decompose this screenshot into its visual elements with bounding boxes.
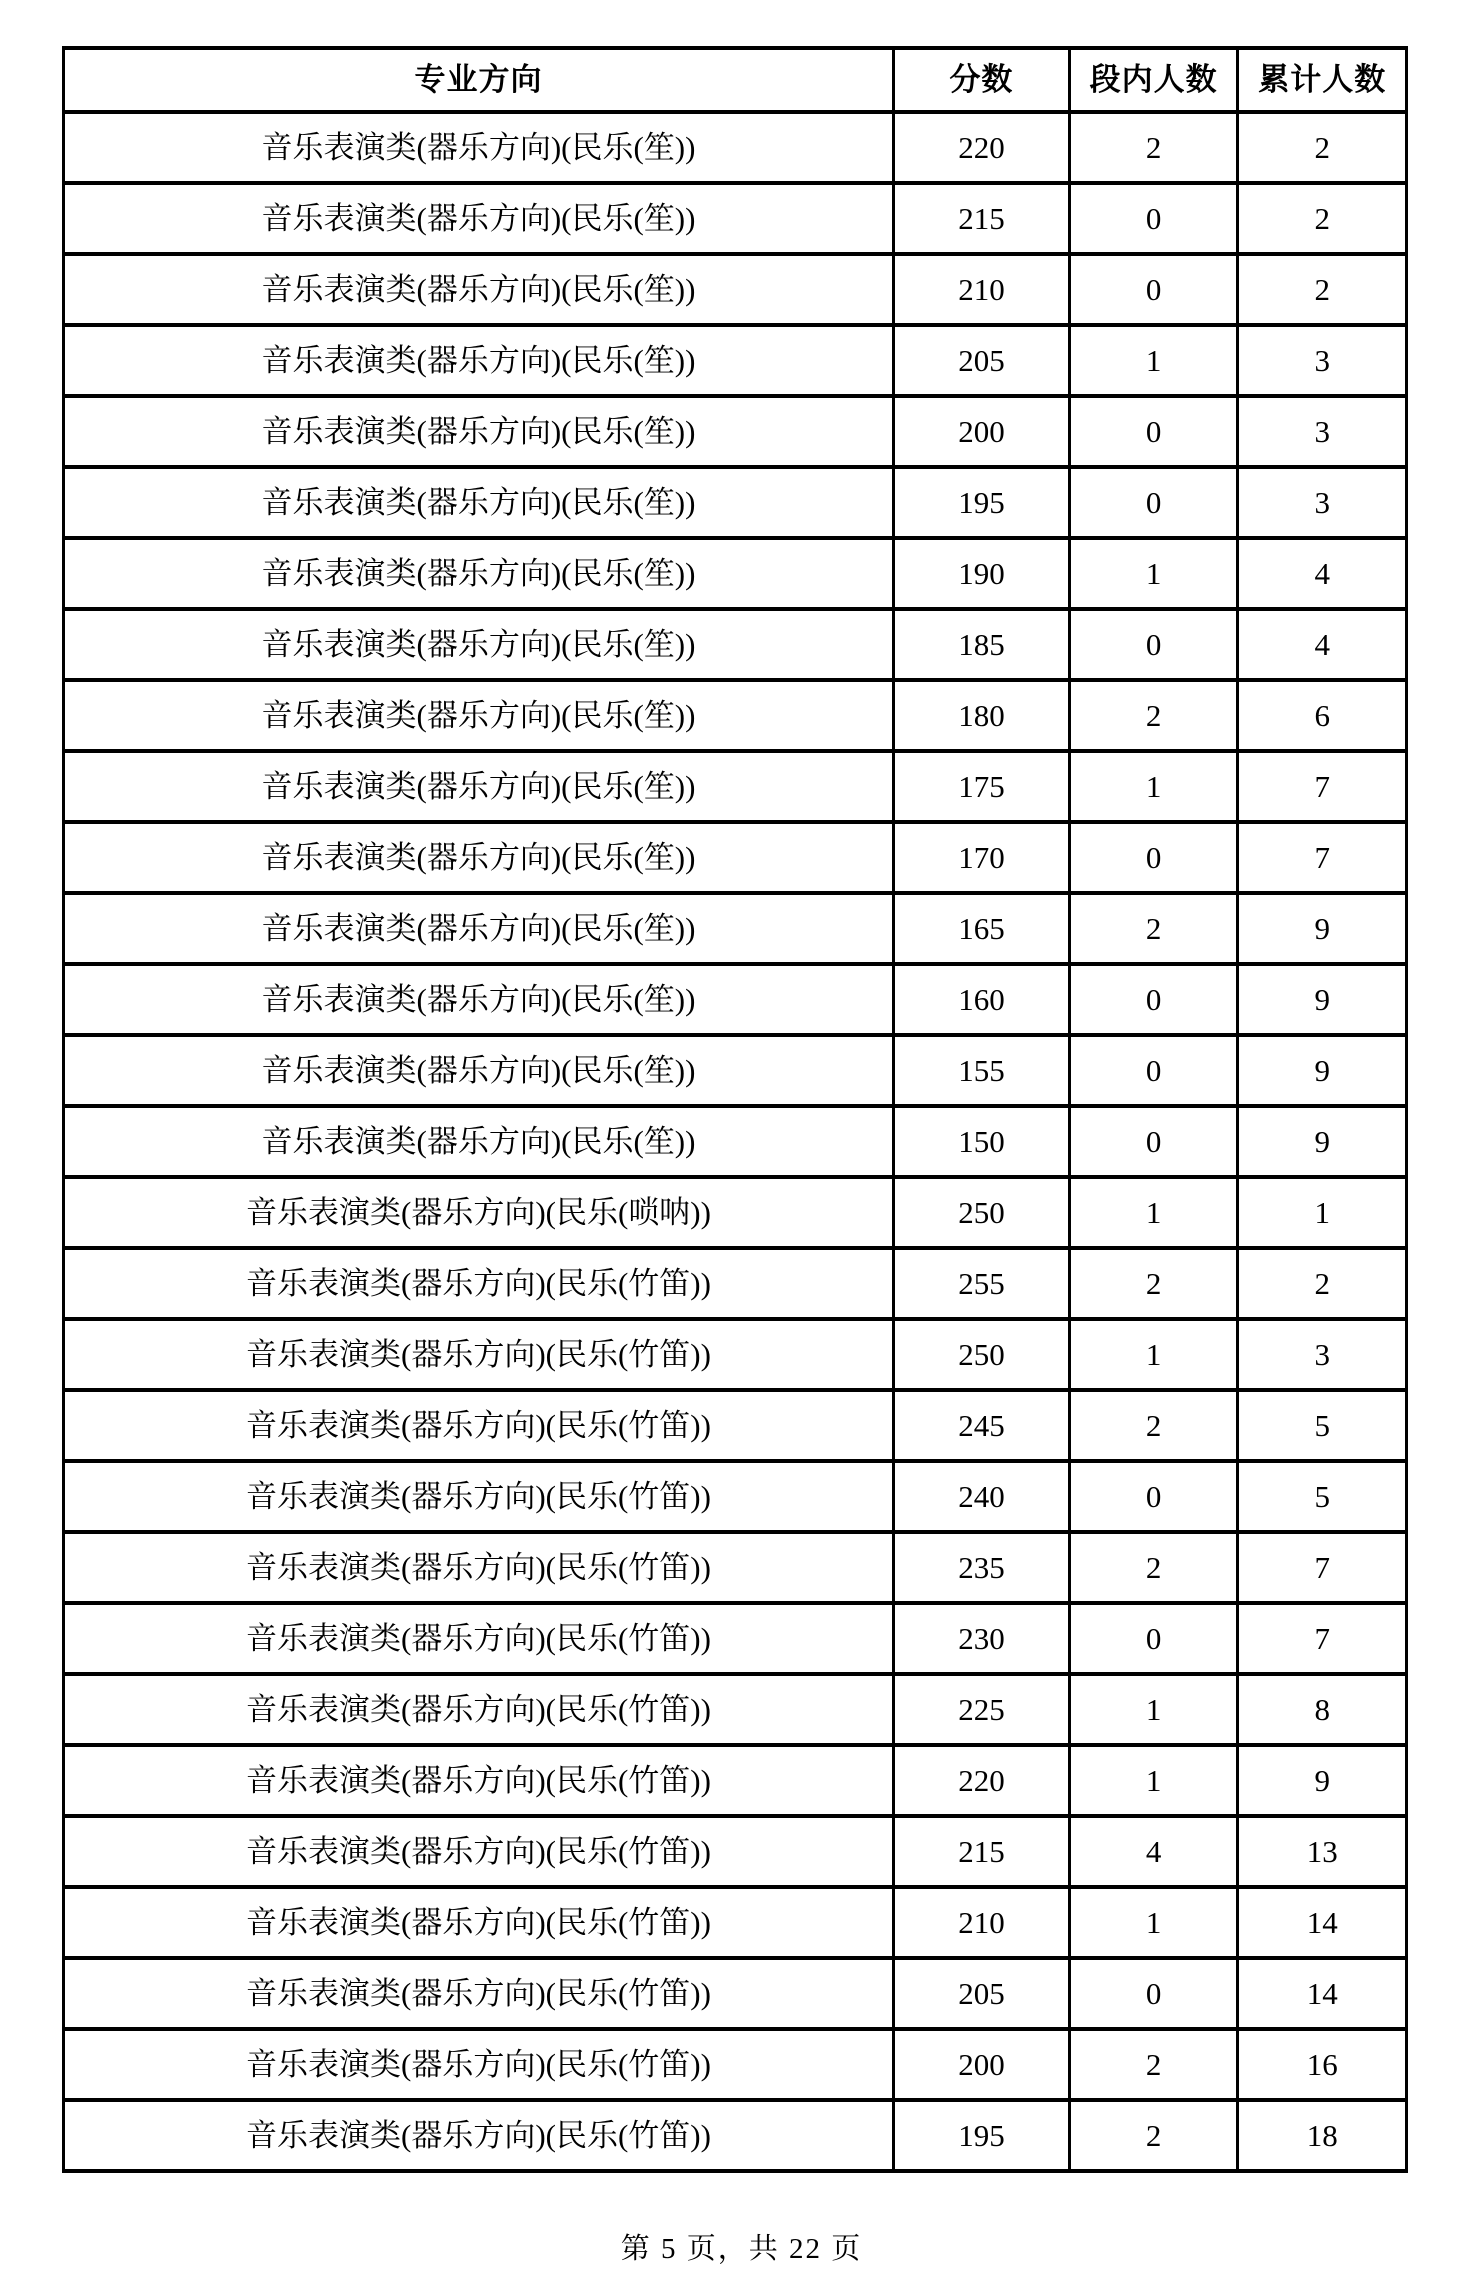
segment-count-cell: 0 (1069, 183, 1238, 254)
segment-count-cell: 0 (1069, 254, 1238, 325)
major-direction-cell: 音乐表演类(器乐方向)(民乐(笙)) (64, 609, 894, 680)
segment-count-cell: 4 (1069, 1816, 1238, 1887)
score-cell: 230 (893, 1603, 1069, 1674)
segment-count-cell: 0 (1069, 1461, 1238, 1532)
header-cumulative-count: 累计人数 (1238, 48, 1407, 112)
table-row (64, 964, 1407, 1035)
major-direction-cell: 音乐表演类(器乐方向)(民乐(笙)) (64, 396, 894, 467)
cumulative-count-cell: 2 (1238, 183, 1407, 254)
major-direction-cell: 音乐表演类(器乐方向)(民乐(笙)) (64, 112, 894, 183)
major-direction-cell: 音乐表演类(器乐方向)(民乐(笙)) (64, 964, 894, 1035)
cumulative-count-cell: 9 (1238, 893, 1407, 964)
segment-count-cell: 2 (1069, 1248, 1238, 1319)
major-direction-cell: 音乐表演类(器乐方向)(民乐(笙)) (64, 467, 894, 538)
cumulative-count-cell: 9 (1238, 1106, 1407, 1177)
cumulative-count-cell: 4 (1238, 609, 1407, 680)
cumulative-count-cell: 9 (1238, 1745, 1407, 1816)
header-segment-count: 段内人数 (1069, 48, 1238, 112)
score-cell: 250 (893, 1177, 1069, 1248)
major-direction-cell: 音乐表演类(器乐方向)(民乐(竹笛)) (64, 1958, 894, 2029)
score-cell: 215 (893, 183, 1069, 254)
major-direction-cell: 音乐表演类(器乐方向)(民乐(竹笛)) (64, 1319, 894, 1390)
score-cell: 220 (893, 1745, 1069, 1816)
table-row (64, 609, 1407, 680)
major-direction-cell: 音乐表演类(器乐方向)(民乐(竹笛)) (64, 1887, 894, 1958)
score-cell: 200 (893, 2029, 1069, 2100)
table-row (64, 1603, 1407, 1674)
segment-count-cell: 0 (1069, 609, 1238, 680)
score-cell: 170 (893, 822, 1069, 893)
segment-count-cell: 1 (1069, 325, 1238, 396)
segment-count-cell: 0 (1069, 467, 1238, 538)
score-cell: 225 (893, 1674, 1069, 1745)
cumulative-count-cell: 7 (1238, 1603, 1407, 1674)
cumulative-count-cell: 4 (1238, 538, 1407, 609)
table-row (64, 1461, 1407, 1532)
table-row (64, 1035, 1407, 1106)
table-row (64, 1319, 1407, 1390)
cumulative-count-cell: 8 (1238, 1674, 1407, 1745)
cumulative-count-cell: 7 (1238, 822, 1407, 893)
segment-count-cell: 2 (1069, 1390, 1238, 1461)
major-direction-cell: 音乐表演类(器乐方向)(民乐(竹笛)) (64, 2029, 894, 2100)
table-row (64, 893, 1407, 964)
cumulative-count-cell: 2 (1238, 254, 1407, 325)
table-row (64, 467, 1407, 538)
major-direction-cell: 音乐表演类(器乐方向)(民乐(笙)) (64, 254, 894, 325)
table-row (64, 1745, 1407, 1816)
page-indicator: 第 5 页，共 22 页 (620, 2233, 863, 2265)
cumulative-count-cell: 16 (1238, 2029, 1407, 2100)
table-row (64, 1177, 1407, 1248)
score-cell: 205 (893, 1958, 1069, 2029)
score-cell: 180 (893, 680, 1069, 751)
major-direction-cell: 音乐表演类(器乐方向)(民乐(笙)) (64, 325, 894, 396)
major-direction-cell: 音乐表演类(器乐方向)(民乐(笙)) (64, 680, 894, 751)
major-direction-cell: 音乐表演类(器乐方向)(民乐(笙)) (64, 822, 894, 893)
score-distribution-table (62, 46, 1408, 2173)
cumulative-count-cell: 3 (1238, 1319, 1407, 1390)
major-direction-cell: 音乐表演类(器乐方向)(民乐(笙)) (64, 751, 894, 822)
header-row (64, 48, 1407, 112)
cumulative-count-cell: 3 (1238, 396, 1407, 467)
cumulative-count-cell: 18 (1238, 2100, 1407, 2171)
score-cell: 195 (893, 2100, 1069, 2171)
segment-count-cell: 0 (1069, 1603, 1238, 1674)
score-cell: 165 (893, 893, 1069, 964)
major-direction-cell: 音乐表演类(器乐方向)(民乐(笙)) (64, 1035, 894, 1106)
cumulative-count-cell: 5 (1238, 1390, 1407, 1461)
table-row (64, 1674, 1407, 1745)
cumulative-count-cell: 14 (1238, 1958, 1407, 2029)
segment-count-cell: 1 (1069, 1319, 1238, 1390)
table-row (64, 183, 1407, 254)
score-cell: 255 (893, 1248, 1069, 1319)
cumulative-count-cell: 1 (1238, 1177, 1407, 1248)
table-row (64, 1390, 1407, 1461)
score-cell: 150 (893, 1106, 1069, 1177)
major-direction-cell: 音乐表演类(器乐方向)(民乐(竹笛)) (64, 1461, 894, 1532)
cumulative-count-cell: 9 (1238, 1035, 1407, 1106)
cumulative-count-cell: 6 (1238, 680, 1407, 751)
score-cell: 245 (893, 1390, 1069, 1461)
score-cell: 155 (893, 1035, 1069, 1106)
segment-count-cell: 0 (1069, 1035, 1238, 1106)
score-cell: 160 (893, 964, 1069, 1035)
segment-count-cell: 1 (1069, 1887, 1238, 1958)
major-direction-cell: 音乐表演类(器乐方向)(民乐(笙)) (64, 538, 894, 609)
cumulative-count-cell: 14 (1238, 1887, 1407, 1958)
major-direction-cell: 音乐表演类(器乐方向)(民乐(笙)) (64, 1106, 894, 1177)
cumulative-count-cell: 3 (1238, 467, 1407, 538)
segment-count-cell: 1 (1069, 1674, 1238, 1745)
table-row (64, 112, 1407, 183)
major-direction-cell: 音乐表演类(器乐方向)(民乐(竹笛)) (64, 1745, 894, 1816)
segment-count-cell: 0 (1069, 964, 1238, 1035)
major-direction-cell: 音乐表演类(器乐方向)(民乐(唢呐)) (64, 1177, 894, 1248)
cumulative-count-cell: 2 (1238, 112, 1407, 183)
table-row (64, 1248, 1407, 1319)
segment-count-cell: 1 (1069, 1177, 1238, 1248)
segment-count-cell: 2 (1069, 2029, 1238, 2100)
major-direction-cell: 音乐表演类(器乐方向)(民乐(笙)) (64, 893, 894, 964)
score-cell: 240 (893, 1461, 1069, 1532)
segment-count-cell: 2 (1069, 2100, 1238, 2171)
page-footer (0, 2226, 1483, 2267)
score-cell: 175 (893, 751, 1069, 822)
segment-count-cell: 2 (1069, 893, 1238, 964)
major-direction-cell: 音乐表演类(器乐方向)(民乐(竹笛)) (64, 1248, 894, 1319)
table-row (64, 538, 1407, 609)
score-cell: 195 (893, 467, 1069, 538)
score-cell: 185 (893, 609, 1069, 680)
cumulative-count-cell: 13 (1238, 1816, 1407, 1887)
segment-count-cell: 0 (1069, 822, 1238, 893)
table-row (64, 1887, 1407, 1958)
table-row (64, 325, 1407, 396)
table-row (64, 2029, 1407, 2100)
major-direction-cell: 音乐表演类(器乐方向)(民乐(笙)) (64, 183, 894, 254)
major-direction-cell: 音乐表演类(器乐方向)(民乐(竹笛)) (64, 1674, 894, 1745)
major-direction-cell: 音乐表演类(器乐方向)(民乐(竹笛)) (64, 1603, 894, 1674)
cumulative-count-cell: 7 (1238, 751, 1407, 822)
major-direction-cell: 音乐表演类(器乐方向)(民乐(竹笛)) (64, 2100, 894, 2171)
score-cell: 190 (893, 538, 1069, 609)
major-direction-cell: 音乐表演类(器乐方向)(民乐(竹笛)) (64, 1816, 894, 1887)
segment-count-cell: 0 (1069, 1106, 1238, 1177)
header-major-direction: 专业方向 (64, 48, 894, 112)
table-row (64, 1958, 1407, 2029)
header-score: 分数 (893, 48, 1069, 112)
table-row (64, 1532, 1407, 1603)
table-row (64, 254, 1407, 325)
table-row (64, 822, 1407, 893)
score-cell: 210 (893, 254, 1069, 325)
score-cell: 220 (893, 112, 1069, 183)
segment-count-cell: 1 (1069, 538, 1238, 609)
score-cell: 215 (893, 1816, 1069, 1887)
score-cell: 205 (893, 325, 1069, 396)
cumulative-count-cell: 3 (1238, 325, 1407, 396)
segment-count-cell: 1 (1069, 1745, 1238, 1816)
table-row (64, 1816, 1407, 1887)
segment-count-cell: 2 (1069, 1532, 1238, 1603)
major-direction-cell: 音乐表演类(器乐方向)(民乐(竹笛)) (64, 1532, 894, 1603)
segment-count-cell: 2 (1069, 680, 1238, 751)
segment-count-cell: 2 (1069, 112, 1238, 183)
table-row (64, 1106, 1407, 1177)
table-row (64, 396, 1407, 467)
score-cell: 200 (893, 396, 1069, 467)
cumulative-count-cell: 2 (1238, 1248, 1407, 1319)
cumulative-count-cell: 9 (1238, 964, 1407, 1035)
cumulative-count-cell: 7 (1238, 1532, 1407, 1603)
score-cell: 210 (893, 1887, 1069, 1958)
score-cell: 235 (893, 1532, 1069, 1603)
table-row (64, 751, 1407, 822)
table-row (64, 680, 1407, 751)
major-direction-cell: 音乐表演类(器乐方向)(民乐(竹笛)) (64, 1390, 894, 1461)
segment-count-cell: 0 (1069, 396, 1238, 467)
segment-count-cell: 1 (1069, 751, 1238, 822)
segment-count-cell: 0 (1069, 1958, 1238, 2029)
cumulative-count-cell: 5 (1238, 1461, 1407, 1532)
score-cell: 250 (893, 1319, 1069, 1390)
table-row (64, 2100, 1407, 2171)
